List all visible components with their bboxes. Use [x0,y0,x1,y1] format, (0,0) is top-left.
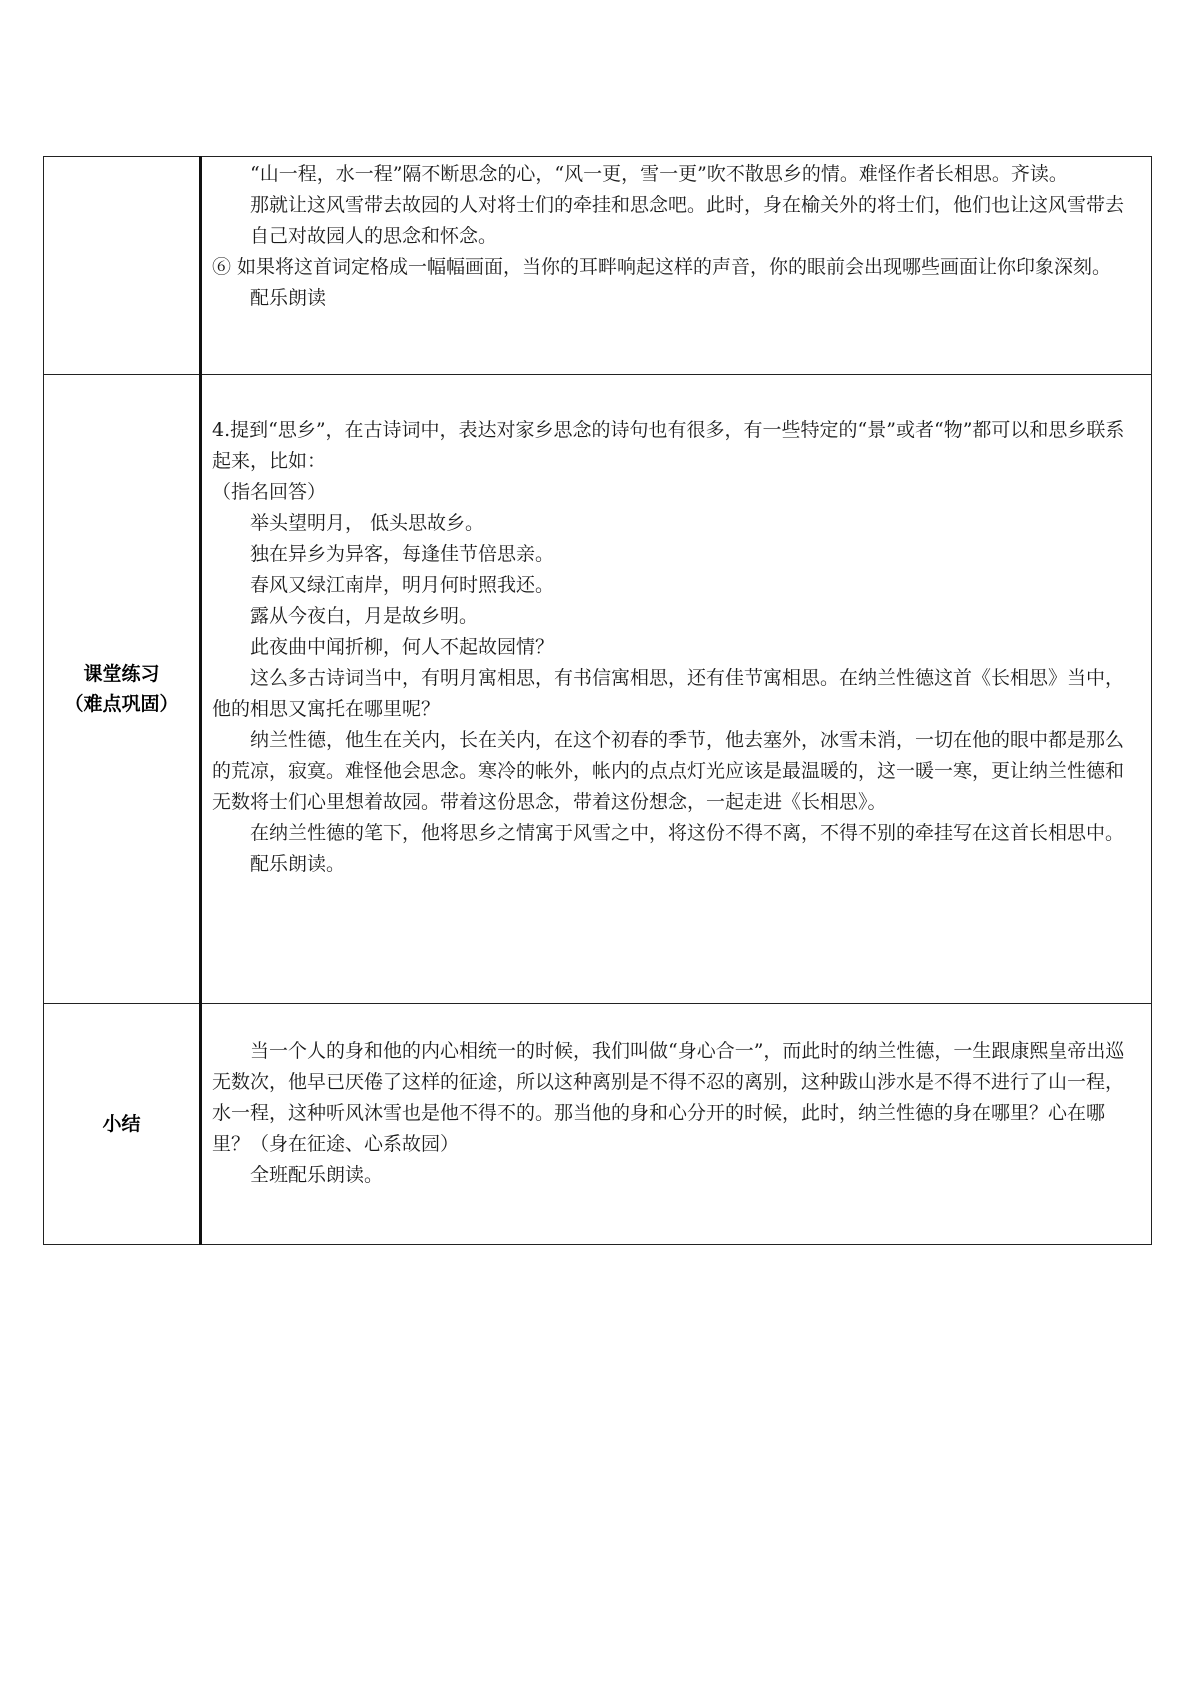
row-content-cell [201,375,1152,1004]
poem-line: 春风又绿江南岸，明月何时照我还。 [250,574,555,596]
paragraph: 配乐朗读。 [250,853,346,875]
paragraph: 当一个人的身和他的内心相统一的时候，我们叫做“身心合一”，而此时的纳兰性德，一生跟康熙皇帝出巡无数次，他早已厌倦了这样的征途，所以这种离别是不得不忍的离别，这种跋山涉水是不得不进行了山一程，水一程，这种听风沐雪也是他不得不的。那当他的身和心分开的时候，此时，纳兰性德的身在哪里？心在哪里？（身在征途、心系故园） [212,1040,1125,1155]
row-label-cell [44,157,201,375]
row-label-line2: （难点巩固） [64,693,179,715]
paragraph: 那就让这风雪带去故园的人对将士们的牵挂和思念吧。此时，身在榆关外的将士们，他们也让这风雪带去自己对故园人的思念和怀念。 [250,194,1125,247]
paragraph: 在纳兰性德的笔下，他将思乡之情寓于风雪之中，将这份不得不离，不得不别的牵挂写在这首长相思中。 [250,822,1125,844]
poem-line: 举头望明月， 低头思故乡。 [250,512,485,534]
table-row [44,1004,1152,1245]
row-label-cell [44,375,201,1004]
paragraph: 全班配乐朗读。 [250,1164,384,1186]
paragraph: 这么多古诗词当中，有明月寓相思，有书信寓相思，还有佳节寓相思。在纳兰性德这首《长相思》当中，他的相思又寓托在哪里呢？ [212,667,1125,720]
paragraph: “山一程，水一程”隔不断思念的心，“风一更，雪一更”吹不散思乡的情。难怪作者长相思。齐读。 [250,163,1068,185]
poem-line: 此夜曲中闻折柳，何人不起故园情？ [250,636,555,658]
row-content-cell [201,157,1152,375]
table-row [44,375,1152,1004]
paragraph: ⑥ 如果将这首词定格成一幅幅画面，当你的耳畔响起这样的声音，你的眼前会出现哪些画面让你印象深刻。 [212,256,1112,278]
lesson-plan-table [43,156,1152,1245]
table-row [44,157,1152,375]
row-label-cell [44,1004,201,1245]
poem-line: 独在异乡为异客，每逢佳节倍思亲。 [250,543,555,565]
paragraph: （指名回答） [212,481,327,503]
paragraph: 4.提到“思乡”，在古诗词中，表达对家乡思念的诗句也有很多，有一些特定的“景”或者“物”都可以和思乡联系起来，比如： [212,419,1125,472]
paragraph: 纳兰性德，他生在关内，长在关内，在这个初春的季节，他去塞外，冰雪未消，一切在他的眼中都是那么的荒凉，寂寞。难怪他会思念。寒冷的帐外，帐内的点点灯光应该是最温暖的，这一暖一寒，更让纳兰性德和无数将士们心里想着故园。带着这份思念，带着这份想念，一起走进《长相思》。 [212,729,1125,813]
poem-line: 露从今夜白，月是故乡明。 [250,605,479,627]
row-content-cell [201,1004,1152,1245]
row-label: 小结 [102,1113,141,1135]
row-label-line1: 课堂练习 [83,663,160,685]
paragraph: 配乐朗读 [250,287,327,309]
